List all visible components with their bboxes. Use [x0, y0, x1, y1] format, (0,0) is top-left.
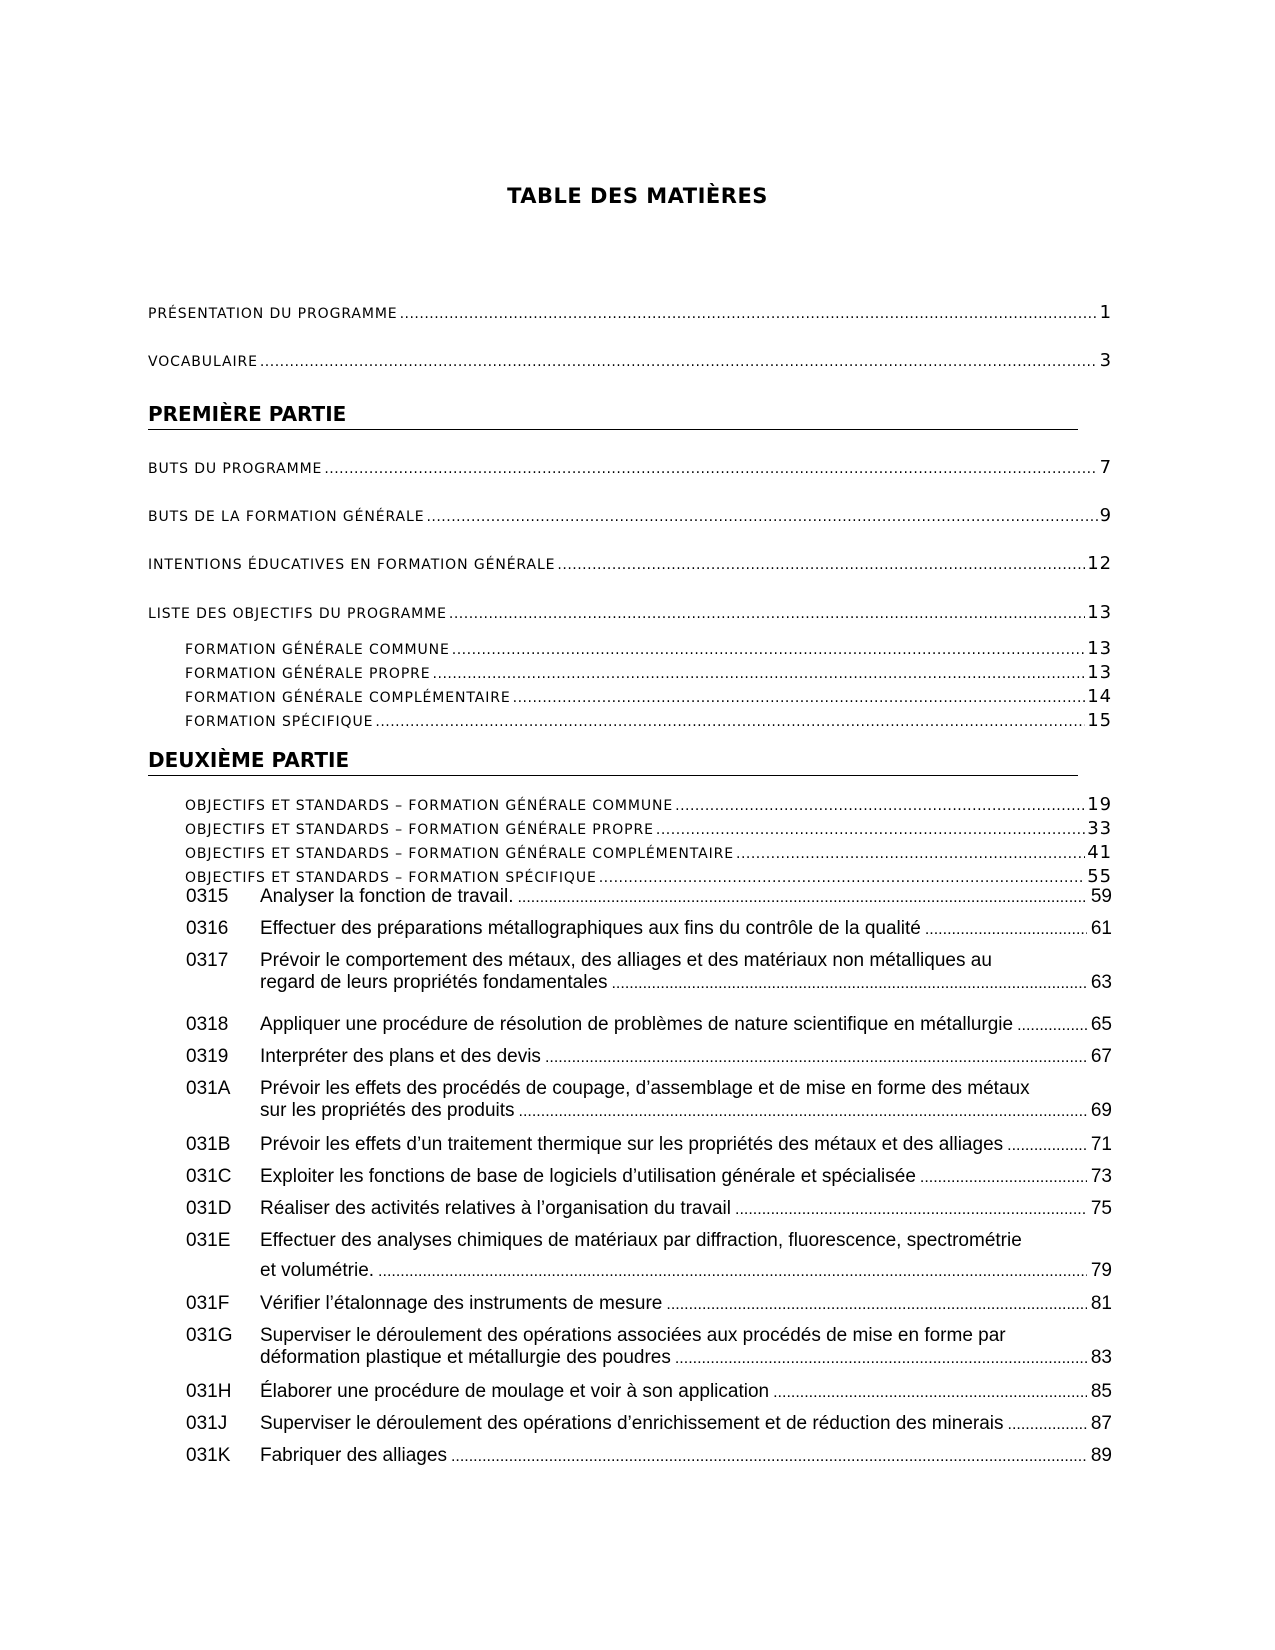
- objective-body: [260, 1293, 1112, 1315]
- toc-entry[interactable]: [148, 350, 1112, 371]
- objective-page: 65: [1090, 1014, 1112, 1035]
- toc-entry-page: 3: [1099, 350, 1112, 371]
- objective-title: Vérifier l’étalonnage des instruments de mesure: [260, 1293, 663, 1314]
- objective-line: [260, 1134, 1112, 1156]
- objective-body: [260, 1445, 1112, 1467]
- objective-page: 69: [1090, 1100, 1112, 1121]
- objective-title: Prévoir les effets d’un traitement thermique sur les propriétés des métaux et des alliages: [260, 1134, 1004, 1155]
- objective-code: 031G: [186, 1325, 233, 1346]
- objective-body: [260, 950, 1112, 994]
- toc-entry-label: OBJECTIFS ET STANDARDS – FORMATION GÉNÉRALE PROPRE: [185, 822, 654, 838]
- objective-page: 59: [1090, 886, 1112, 907]
- objective-line: [260, 950, 1112, 972]
- dot-leader: [736, 846, 1085, 862]
- dot-leader: [666, 1296, 1086, 1314]
- toc-entry-label: PRÉSENTATION DU PROGRAMME: [148, 306, 398, 322]
- objective-code: 031B: [186, 1134, 231, 1155]
- toc-entry-page: 14: [1087, 686, 1112, 707]
- toc-entry[interactable]: [148, 505, 1112, 526]
- toc-entry[interactable]: [148, 302, 1112, 323]
- toc-entry[interactable]: [148, 602, 1112, 623]
- objective-page: 63: [1090, 972, 1112, 993]
- objective-title: Appliquer une procédure de résolution de problèmes de nature scientifique en métallurgie: [260, 1014, 1014, 1035]
- toc-entry-page: 13: [1087, 638, 1112, 659]
- objective-code: 0316: [186, 918, 229, 939]
- objective-code: 031D: [186, 1198, 232, 1219]
- dot-leader: [426, 509, 1097, 525]
- toc-sub-entry[interactable]: [185, 686, 1112, 707]
- toc-entry[interactable]: [148, 457, 1112, 478]
- objective-line: [260, 972, 1112, 994]
- objective-page: 61: [1090, 918, 1112, 939]
- toc-entry-page: 55: [1087, 866, 1112, 887]
- dot-leader: [656, 822, 1085, 838]
- toc-entry-page: 33: [1087, 818, 1112, 839]
- objective-body: [260, 1014, 1112, 1036]
- toc-entry-label: BUTS DU PROGRAMME: [148, 461, 323, 477]
- toc-entry-page: 12: [1087, 553, 1112, 574]
- objective-title: Prévoir le comportement des métaux, des alliages et des matériaux non métalliques au: [260, 950, 992, 971]
- objective-title: déformation plastique et métallurgie des poudres: [260, 1347, 671, 1368]
- dot-leader: [1017, 1017, 1087, 1035]
- objective-page: 87: [1090, 1413, 1112, 1434]
- objective-title: regard de leurs propriétés fondamentales: [260, 972, 608, 993]
- objective-line: [260, 1260, 1112, 1282]
- dot-leader: [1007, 1137, 1087, 1155]
- objective-title: Effectuer des préparations métallographiques aux fins du contrôle de la qualité: [260, 918, 921, 939]
- toc-entry-label: VOCABULAIRE: [148, 354, 258, 370]
- toc-entry[interactable]: [148, 553, 1112, 574]
- toc-sub-entry[interactable]: [185, 710, 1112, 731]
- toc-entry-label: FORMATION GÉNÉRALE COMPLÉMENTAIRE: [185, 690, 511, 706]
- part-heading: DEUXIÈME PARTIE: [148, 748, 1078, 776]
- objective-page: 83: [1090, 1347, 1112, 1368]
- objective-title: Effectuer des analyses chimiques de matériaux par diffraction, fluorescence, spectrométrie: [260, 1230, 1022, 1251]
- objective-code: 031K: [186, 1445, 231, 1466]
- dot-leader: [433, 666, 1086, 682]
- objective-code: 0319: [186, 1046, 229, 1067]
- objective-body: [260, 1325, 1112, 1369]
- toc-entry-page: 13: [1087, 602, 1112, 623]
- toc-entry-label: FORMATION GÉNÉRALE PROPRE: [185, 666, 431, 682]
- toc-sub-entry[interactable]: [185, 818, 1112, 839]
- objective-page: 67: [1090, 1046, 1112, 1067]
- part-heading: PREMIÈRE PARTIE: [148, 402, 1078, 430]
- objective-line: [260, 1445, 1112, 1467]
- objective-body: [260, 1198, 1112, 1220]
- dot-leader: [451, 1448, 1087, 1466]
- objective-title: Élaborer une procédure de moulage et voir à son application: [260, 1381, 770, 1402]
- dot-leader: [925, 921, 1087, 939]
- toc-entry-label: FORMATION SPÉCIFIQUE: [185, 714, 374, 730]
- dot-leader: [449, 606, 1085, 622]
- objective-body: [260, 1134, 1112, 1156]
- objective-page: 75: [1090, 1198, 1112, 1219]
- objective-body: [260, 1230, 1112, 1282]
- objective-title: Fabriquer des alliages: [260, 1445, 447, 1466]
- objective-body: [260, 1381, 1112, 1403]
- dot-leader: [260, 354, 1098, 370]
- toc-entry-page: 19: [1087, 794, 1112, 815]
- objective-title: Prévoir les effets des procédés de coupage, d’assemblage et de mise en forme des métaux: [260, 1078, 1030, 1099]
- toc-entry-label: BUTS DE LA FORMATION GÉNÉRALE: [148, 509, 425, 525]
- objective-page: 79: [1090, 1260, 1112, 1281]
- toc-entry-label: OBJECTIFS ET STANDARDS – FORMATION GÉNÉRALE COMMUNE: [185, 798, 674, 814]
- dot-leader: [324, 461, 1097, 477]
- objective-line: [260, 886, 1112, 908]
- objective-page: 71: [1090, 1134, 1112, 1155]
- dot-leader: [599, 870, 1086, 886]
- objective-page: 73: [1090, 1166, 1112, 1187]
- objective-line: [260, 1381, 1112, 1403]
- toc-sub-entry[interactable]: [185, 794, 1112, 815]
- objective-page: 89: [1090, 1445, 1112, 1466]
- objective-line: [260, 1198, 1112, 1220]
- objective-code: 031F: [186, 1293, 230, 1314]
- dot-leader: [675, 798, 1085, 814]
- dot-leader: [557, 557, 1085, 573]
- dot-leader: [545, 1049, 1087, 1067]
- dot-leader: [519, 1103, 1087, 1121]
- page-title: TABLE DES MATIÈRES: [507, 184, 768, 208]
- toc-entry-page: 41: [1087, 842, 1112, 863]
- dot-leader: [675, 1350, 1087, 1368]
- dot-leader: [400, 306, 1098, 322]
- objective-code: 0318: [186, 1014, 229, 1035]
- toc-entry-page: 9: [1099, 505, 1112, 526]
- objective-line: [260, 1325, 1112, 1347]
- toc-entry-page: 7: [1099, 457, 1112, 478]
- toc-sub-entry[interactable]: [185, 842, 1112, 863]
- dot-leader: [920, 1169, 1087, 1187]
- objective-body: [260, 1046, 1112, 1068]
- objective-title: Superviser le déroulement des opérations d’enrichissement et de réduction des minerais: [260, 1413, 1004, 1434]
- toc-entry-label: INTENTIONS ÉDUCATIVES EN FORMATION GÉNÉRALE: [148, 557, 556, 573]
- toc-entry-label: OBJECTIFS ET STANDARDS – FORMATION SPÉCIFIQUE: [185, 870, 597, 886]
- objective-code: 0317: [186, 950, 229, 971]
- objective-title: Exploiter les fonctions de base de logiciels d’utilisation générale et spécialisée: [260, 1166, 916, 1187]
- dot-leader: [517, 889, 1086, 907]
- objective-page: 85: [1090, 1381, 1112, 1402]
- objective-body: [260, 1166, 1112, 1188]
- toc-entry-page: 13: [1087, 662, 1112, 683]
- objective-line: [260, 1078, 1112, 1100]
- objective-code: 031J: [186, 1413, 228, 1434]
- objective-line: [260, 1293, 1112, 1315]
- objective-code: 031A: [186, 1078, 231, 1099]
- dot-leader: [378, 1263, 1087, 1281]
- objective-code: 031E: [186, 1230, 231, 1251]
- objective-body: [260, 1078, 1112, 1122]
- objective-body: [260, 1413, 1112, 1435]
- objective-title: Interpréter des plans et des devis: [260, 1046, 541, 1067]
- objective-title: Analyser la fonction de travail.: [260, 886, 514, 907]
- objective-body: [260, 886, 1112, 908]
- toc-entry-page: 15: [1087, 710, 1112, 731]
- dot-leader: [773, 1384, 1087, 1402]
- dot-leader: [735, 1201, 1087, 1219]
- toc-entry-page: 1: [1099, 302, 1112, 323]
- objective-code: 031C: [186, 1166, 232, 1187]
- objective-line: [260, 918, 1112, 940]
- objective-code: 0315: [186, 886, 229, 907]
- dot-leader: [513, 690, 1086, 706]
- objective-line: [260, 1014, 1112, 1036]
- objective-line: [260, 1413, 1112, 1435]
- objective-title: Superviser le déroulement des opérations associées aux procédés de mise en forme par: [260, 1325, 1006, 1346]
- objective-title: Réaliser des activités relatives à l’organisation du travail: [260, 1198, 732, 1219]
- objective-line: [260, 1046, 1112, 1068]
- objective-title: et volumétrie.: [260, 1260, 375, 1281]
- objective-line: [260, 1347, 1112, 1369]
- toc-sub-entry[interactable]: [185, 638, 1112, 659]
- objective-code: 031H: [186, 1381, 232, 1402]
- objective-line: [260, 1230, 1112, 1252]
- objective-page: 81: [1090, 1293, 1112, 1314]
- toc-sub-entry[interactable]: [185, 662, 1112, 683]
- objective-line: [260, 1166, 1112, 1188]
- dot-leader: [375, 714, 1085, 730]
- toc-entry-label: LISTE DES OBJECTIFS DU PROGRAMME: [148, 606, 447, 622]
- toc-entry-label: FORMATION GÉNÉRALE COMMUNE: [185, 642, 450, 658]
- objective-line: [260, 1100, 1112, 1122]
- objective-title: sur les propriétés des produits: [260, 1100, 515, 1121]
- toc-sub-entry[interactable]: [185, 866, 1112, 887]
- dot-leader: [1008, 1416, 1087, 1434]
- dot-leader: [611, 975, 1086, 993]
- toc-entry-label: OBJECTIFS ET STANDARDS – FORMATION GÉNÉRALE COMPLÉMENTAIRE: [185, 846, 734, 862]
- objective-body: [260, 918, 1112, 940]
- dot-leader: [452, 642, 1086, 658]
